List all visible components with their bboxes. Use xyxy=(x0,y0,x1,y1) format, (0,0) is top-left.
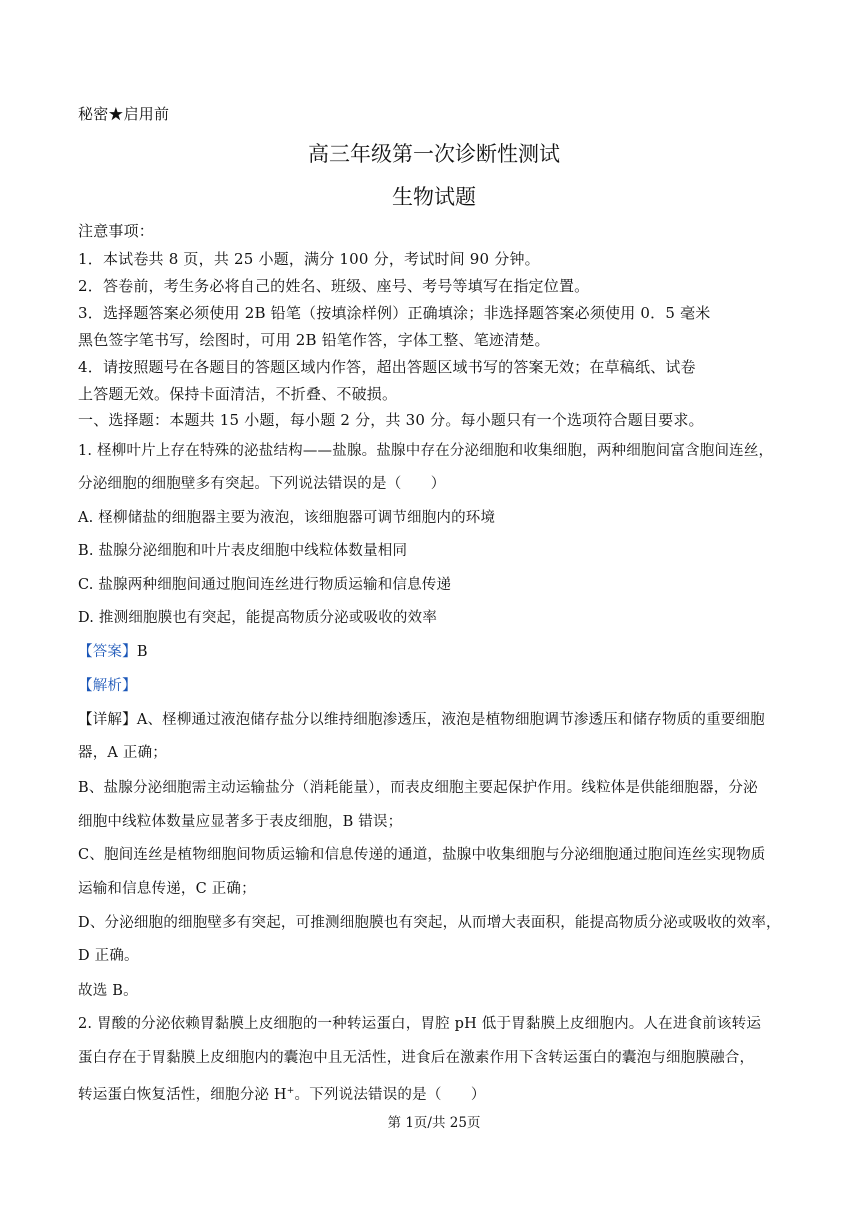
answer-value: B xyxy=(136,644,148,660)
notice-item-3-line-1: 3．选择题答案必须使用 2B 铅笔（按填涂样例）正确填涂；非选择题答案必须使用 0．5 毫米 xyxy=(78,304,711,322)
question-1-stem-line-2: 分泌细胞的细胞壁多有突起。下列说法错误的是（ ） xyxy=(78,476,446,492)
detail-b-line-1: B、盐腺分泌细胞需主动运输盐分（消耗能量），而表皮细胞主要起保护作用。线粒体是供能细胞器，分泌 xyxy=(78,780,758,796)
notice-item-1: 1．本试卷共 8 页，共 25 小题，满分 100 分，考试时间 90 分钟。 xyxy=(78,250,540,268)
question-2-stem-line-3-pre: 转运蛋白恢复活性，细胞分泌 H xyxy=(78,1086,287,1103)
exam-subtitle: 生物试题 xyxy=(392,185,476,209)
notice-item-4-line-1: 4．请按照题号在各题目的答题区域内作答，超出答题区域书写的答案无效；在草稿纸、试卷 xyxy=(78,358,696,376)
question-1-option-c: C. 盐腺两种细胞间通过胞间连丝进行物质运输和信息传递 xyxy=(78,577,452,593)
question-1-stem-line-1: 1. 柽柳叶片上存在特殊的泌盐结构——盐腺。盐腺中存在分泌细胞和收集细胞，两种细胞间富含胞间连丝， xyxy=(78,443,774,459)
notice-item-3-line-2: 黑色签字笔书写，绘图时，可用 2B 铅笔作答，字体工整、笔迹清楚。 xyxy=(78,331,550,349)
detail-d-line-1: D、分泌细胞的细胞壁多有突起，可推测细胞膜也有突起，从而增大表面积，能提高物质分泌或吸收的效率， xyxy=(78,915,781,931)
notice-item-2: 2．答卷前，考生务必将自己的姓名、班级、座号、考号等填写在指定位置。 xyxy=(78,277,590,295)
answer-tag: 【答案】 xyxy=(78,644,137,660)
question-1-option-a: A. 柽柳储盐的细胞器主要为液泡，该细胞器可调节细胞内的环境 xyxy=(78,510,496,526)
notice-item-4-line-2: 上答题无效。保持卡面清洁，不折叠、不破损。 xyxy=(78,385,398,403)
detail-tag: 【详解】 xyxy=(78,712,137,728)
detail-c-line-1: C、胞间连丝是植物细胞间物质运输和信息传递的通道，盐腺中收集细胞与分泌细胞通过胞间连丝实现物质 xyxy=(78,847,766,863)
question-2-stem-line-2: 蛋白存在于胃黏膜上皮细胞内的囊泡中且无活性，进食后在激素作用下含转运蛋白的囊泡与细胞膜融合， xyxy=(78,1050,755,1066)
question-1-option-d: D. 推测细胞膜也有突起，能提高物质分泌或吸收的效率 xyxy=(78,610,438,626)
question-2-stem-line-3 xyxy=(78,1081,486,1105)
question-1-option-b: B. 盐腺分泌细胞和叶片表皮细胞中线粒体数量相同 xyxy=(78,543,408,559)
detail-a-line-1 xyxy=(78,710,765,730)
page-footer: 第 1页/共 25页 xyxy=(387,1115,481,1131)
question-2-stem-line-3-post: 。下列说法错误的是（ ） xyxy=(294,1086,486,1103)
superscript-plus: + xyxy=(286,1086,295,1096)
confidential-label: 秘密★启用前 xyxy=(78,105,170,123)
question-2-stem-line-1: 2. 胃酸的分泌依赖胃黏膜上皮细胞的一种转运蛋白，胃腔 pH 低于胃黏膜上皮细胞内。人在进食前该转运 xyxy=(78,1016,762,1032)
section-heading: 一、选择题：本题共 15 小题，每小题 2 分，共 30 分。每小题只有一个选项符合题目要求。 xyxy=(78,411,704,429)
exam-title: 高三年级第一次诊断性测试 xyxy=(308,142,560,166)
detail-a-line-2: 器，A 正确； xyxy=(78,745,167,761)
answer-line xyxy=(78,642,148,662)
analysis-tag: 【解析】 xyxy=(78,678,137,694)
detail-a-text: A、柽柳通过液泡储存盐分以维持细胞渗透压，液泡是植物细胞调节渗透压和储存物质的重要细胞 xyxy=(136,712,765,728)
conclusion: 故选 B。 xyxy=(78,983,138,999)
notice-heading: 注意事项： xyxy=(78,222,155,240)
detail-c-line-2: 运输和信息传递，C 正确； xyxy=(78,881,256,897)
detail-b-line-2: 细胞中线粒体数量应显著多于表皮细胞，B 错误； xyxy=(78,814,403,830)
detail-d-line-2: D 正确。 xyxy=(78,948,139,964)
